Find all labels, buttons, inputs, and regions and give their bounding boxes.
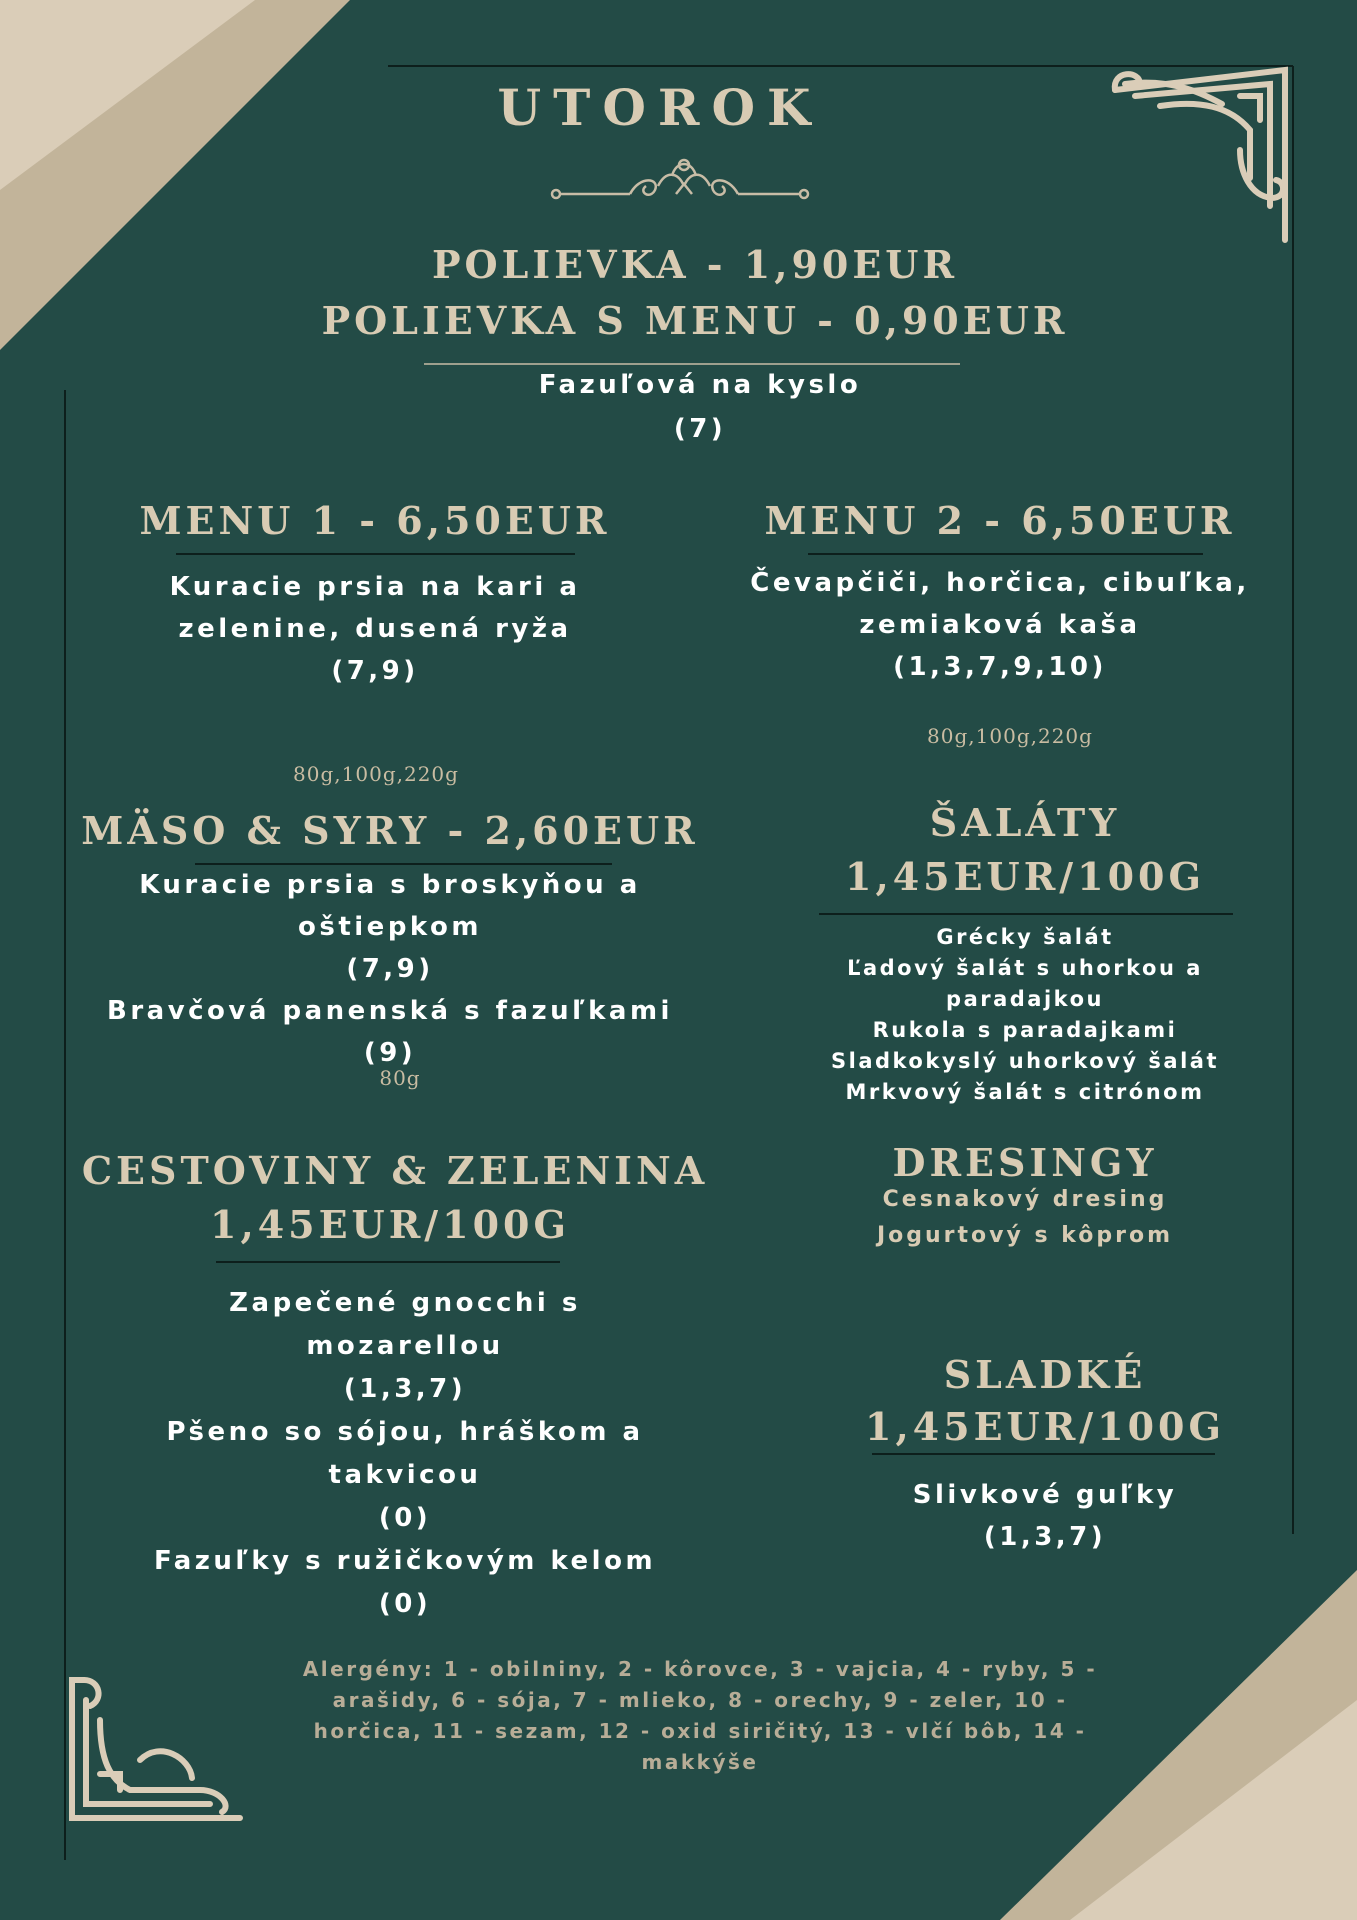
title-flourish-icon <box>552 160 808 198</box>
menu1-allergens: (7,9) <box>331 656 419 686</box>
salad-item: Sladkokyslý uhorkový šalát <box>831 1049 1219 1073</box>
allergen-legend-line: horčica, 11 - sezam, 12 - oxid siričitý, 13 - vlčí bôb, 14 - <box>313 1719 1087 1743</box>
allergen-legend-line: arašidy, 6 - sója, 7 - mlieko, 8 - orechy, 9 - zeler, 10 - <box>332 1688 1068 1712</box>
menu1-line: Kuracie prsia na kari a <box>169 572 581 602</box>
sweet-line: Slivkové guľky <box>912 1480 1178 1510</box>
salads-heading: ŠALÁTY <box>929 800 1121 845</box>
menu1-weights: 80g,100g,220g <box>293 762 459 786</box>
soup-dish: Fazuľová na kyslo <box>538 370 862 400</box>
sweet-description <box>840 1474 1250 1558</box>
pasta-price: 1,45EUR/100G <box>210 1202 570 1247</box>
salad-item: Ľadový šalát s uhorkou a <box>847 956 1203 980</box>
soup-price: POLIEVKA - 1,90EUR <box>431 242 959 287</box>
soup-allergens: (7) <box>673 414 727 444</box>
menu1-heading: MENU 1 - 6,50EUR <box>139 498 611 543</box>
meat-line: oštiepkom <box>298 912 482 942</box>
meat-description <box>70 864 710 1074</box>
menu1-description <box>100 566 650 692</box>
pasta-line: Fazuľky s ružičkovým kelom <box>153 1546 657 1576</box>
page-title: UTOROK <box>497 78 823 137</box>
pasta-line: Zapečené gnocchi s <box>229 1288 581 1318</box>
soup-menu-price: POLIEVKA S MENU - 0,90EUR <box>321 298 1069 343</box>
sweet-price: 1,45EUR/100G <box>865 1404 1225 1449</box>
dressings-heading: DRESINGY <box>892 1140 1158 1185</box>
salad-item: Rukola s paradajkami <box>872 1018 1178 1042</box>
menu2-line: zemiaková kaša <box>859 610 1141 640</box>
top-right-corner-ornament-icon <box>1115 70 1285 240</box>
pasta-line: mozarellou <box>306 1331 504 1361</box>
meat-allergens: (7,9) <box>346 954 434 984</box>
dressings-list <box>800 1182 1250 1254</box>
salad-item: Grécky šalát <box>936 925 1114 949</box>
menu2-description <box>700 562 1300 688</box>
dressing-item: Jogurtový s kôprom <box>876 1223 1174 1248</box>
meat-weights: 80g <box>379 1066 421 1090</box>
sweet-heading: SLADKÉ <box>943 1352 1147 1397</box>
allergen-legend-line: Alergény: 1 - obilniny, 2 - kôrovce, 3 - vajcia, 4 - ryby, 5 - <box>302 1657 1098 1681</box>
menu2-line: Čevapčiči, horčica, cibuľka, <box>750 568 1250 598</box>
meat-line: Bravčová panenská s fazuľkami <box>107 996 673 1026</box>
pasta-line: takvicou <box>328 1460 482 1490</box>
menu1-line: zelenine, dusená ryža <box>178 614 572 644</box>
meat-line: Kuracie prsia s broskyňou a <box>139 870 641 900</box>
salad-item: Mrkvový šalát s citrónom <box>845 1080 1205 1104</box>
allergen-legend <box>200 1654 1200 1778</box>
meat-heading: MÄSO & SYRY - 2,60EUR <box>81 808 699 853</box>
dressing-item: Cesnakový dresing <box>882 1187 1168 1212</box>
pasta-heading: CESTOVINY & ZELENINA <box>81 1148 709 1193</box>
pasta-description <box>80 1282 730 1626</box>
allergen-legend-line: makkýše <box>641 1750 759 1774</box>
pasta-allergens: (0) <box>378 1589 432 1619</box>
salad-item: paradajkou <box>946 987 1104 1011</box>
salads-list <box>770 922 1280 1108</box>
meat-allergens: (9) <box>363 1038 417 1068</box>
sweet-allergens: (1,3,7) <box>983 1522 1107 1552</box>
menu2-allergens: (1,3,7,9,10) <box>893 652 1107 682</box>
pasta-line: Pšeno so sójou, hráškom a <box>166 1417 644 1447</box>
salads-price: 1,45EUR/100G <box>845 854 1205 899</box>
pasta-allergens: (1,3,7) <box>343 1374 467 1404</box>
menu2-heading: MENU 2 - 6,50EUR <box>764 498 1236 543</box>
pasta-allergens: (0) <box>378 1503 432 1533</box>
menu2-weights: 80g,100g,220g <box>927 724 1093 748</box>
